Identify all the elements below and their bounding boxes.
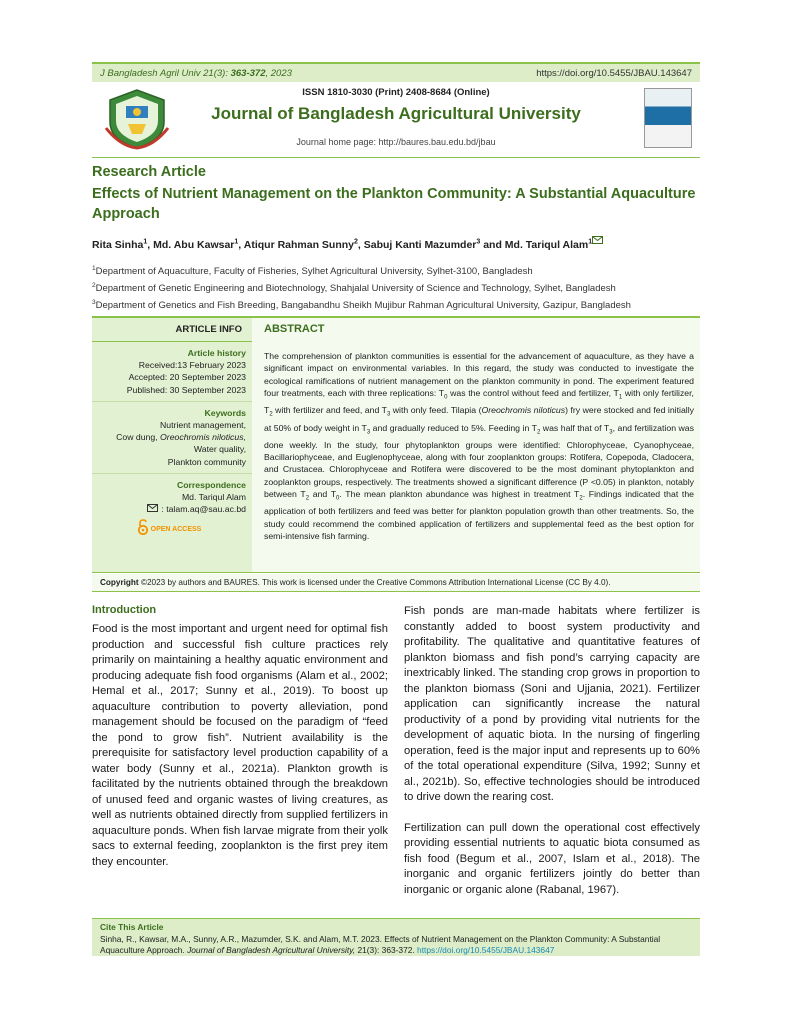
correspondence bbox=[92, 474, 252, 542]
article-info-heading: ARTICLE INFO bbox=[92, 318, 252, 342]
citation-doi-link[interactable]: https://doi.org/10.5455/JBAU.143647 bbox=[417, 945, 555, 955]
keywords bbox=[92, 402, 252, 474]
doi-link[interactable]: https://doi.org/10.5455/JBAU.143647 bbox=[536, 67, 692, 79]
introduction-heading: Introduction bbox=[92, 604, 157, 616]
article-title: Effects of Nutrient Management on the Plankton Community: A Substantial Aquaculture Approach bbox=[92, 186, 696, 222]
journal-reference-bar bbox=[92, 62, 700, 82]
body-paragraph: Food is the most important and urgent need for optimal fish production and successful fish culture practices rely primarily on maintaining a healthy aquatic environment and producing adequate fish food organisms (Alam et al., 2002; Hemal et al., 2017; Sunny et al., 2019). To boost up aquaculture contribution to poverty alleviation, pond management should be focused on the paradigm of “feed the pond to grow fish”. Nutrient availability is the prerequisite for satisfactory level production capability of a water body (Sunny et al., 2021a). Plankton growth is facilitated by the nutrients obtained through the breakdown of unused feed and organic wastes of living creatures, as well as nutrients obtained directly from supplied fertilizers in aquaculture ponds. When fish larvae migrate from their yolk sacs to external feeding, zooplankton is the first prey item they encounter. bbox=[92, 623, 388, 868]
article-info-box bbox=[92, 316, 700, 573]
affiliations bbox=[92, 262, 700, 313]
author-aff: 3 bbox=[476, 238, 481, 246]
abstract-column bbox=[264, 318, 694, 543]
history-title: Article history bbox=[187, 348, 246, 358]
author: Md. Abu Kawsar bbox=[153, 239, 235, 251]
correspondence-name: Md. Tariqul Alam bbox=[181, 492, 246, 503]
journal-cover-icon bbox=[644, 88, 692, 148]
keyword bbox=[92, 431, 246, 443]
aff-num: 2 bbox=[92, 282, 96, 290]
email-icon bbox=[147, 504, 158, 512]
keyword-text: Cow dung, bbox=[116, 432, 161, 443]
published-date: Published: 30 September 2023 bbox=[126, 384, 246, 395]
article-info-column bbox=[92, 318, 252, 572]
accepted-date: Accepted: 20 September 2023 bbox=[128, 372, 246, 383]
received-date: Received:13 February 2023 bbox=[138, 360, 246, 371]
abstract-heading: ABSTRACT bbox=[264, 323, 325, 335]
correspondence-title: Correspondence bbox=[176, 479, 246, 490]
keywords-title: Keywords bbox=[204, 407, 246, 418]
open-access-label: OPEN ACCESS bbox=[150, 526, 202, 534]
copyright-notice bbox=[92, 574, 700, 592]
cite-this-article bbox=[92, 918, 700, 956]
author: Sabuj Kanti Mazumder bbox=[363, 239, 477, 251]
open-access-badge bbox=[92, 515, 246, 536]
email-address[interactable]: talam.aq@sau.ac.bd bbox=[166, 504, 246, 515]
aff-num: 3 bbox=[92, 299, 96, 307]
copyright-text: ©2023 by authors and BAURES. This work is licensed under the Creative Commons Attribution International License (CC By 4.0). bbox=[138, 578, 611, 587]
journal-title: Journal of Bangladesh Agricultural University bbox=[211, 104, 581, 123]
issn: ISSN 1810-3030 (Print) 2408-8684 (Online) bbox=[302, 87, 490, 98]
body-paragraph: Fish ponds are man-made habitats where fertilizer is constantly added to boost system productivity and profitability. The qualitative and quantitative features of plankton biomass and fish pond’s carrying capacity are inextricably linked. The standing crop grows in proportion to the plankton biomass (Soni and Ujjania, 2021). Fertilizer application can significantly increase the natural productivity of a pond by providing vital nutrients for the development of aquatic biota. In the nursing of fingerling operation, feed is the major input and represents up to 60% of the total operational expenditure (Silva, 1992; Sunny et al., 2021b). So, effective technologies should be introduced to drive down the rearing cost. bbox=[404, 605, 700, 803]
copyright-label: Copyright bbox=[100, 578, 139, 587]
masthead bbox=[92, 82, 700, 158]
author-aff: 1 bbox=[234, 238, 239, 246]
citation-text: Sinha, R., Kawsar, M.A., Sunny, A.R., Mazumder, S.K. and Alam, M.T. 2023. Effects of Nutrient Management on the Plankton Community: A Substantial Aquaculture Approach. Journal of Bangladesh Agricultural University, 21(3): 363-372. https://doi.org/10.5455/JBAU.143647 bbox=[100, 933, 661, 955]
aff-text: Department of Genetic Engineering and Biotechnology, Shahjalal University of Science and Technology, Sylhet, Bangladesh bbox=[95, 283, 616, 295]
affiliation bbox=[92, 279, 700, 296]
abstract-text: The comprehension of plankton communities is essential for the advancement of aquaculture, as they have a significant impact on environmental variables. In this regard, the study was conducted to investigate the ecological ramifications of nutrient management on the plankton community in pond. The experiment featured four treatments, each with three replications: $T_0$ was the control without feed and fertilizer, $T_1$ with only fertilizer, $T_2$ with fertilizer and feed, and $T_3$ with only feed. Tilapia (Oreochromis niloticus) fry were stocked and fed initially at 50% of body weight in $T_3$ and gradually reduced to 5%. Feeding in $T_2$ was half that of $T_3$, and fertilization was done weekly. In the study, four phytoplankton groups were identified: Chlorophyceae, Cyanophyceae, Bacillariophyceae, and Euglenophyceae, along with four zooplankton groups: Rotifera, Copepoda, Cladocera, and Crustacea. Chlorophyceae and Rotifera were discovered to be the most dominant phytoplankton and zooplankton groups, respectively. The treatments showed a significant difference (P <0.05) in plankton, notably between $T_2$ and $T_0$. The mean plankton abundance was highest in treatment $T_2$. Findings indicated that the application of both fertilizers and feed was better for plankton population growth than other treatments. So, the study could recommend the combined application of fertilizers and supplemental feed as the best option for semi-intensive fish farming. bbox=[264, 351, 694, 542]
journal-ref-pages: 363-372 bbox=[230, 67, 266, 79]
author: Rita Sinha bbox=[92, 239, 144, 251]
homepage-label: Journal home page: bbox=[296, 137, 379, 147]
body-left-column bbox=[92, 604, 388, 870]
body-paragraph: Fertilization can pull down the operational cost effectively providing essential nutrients to aquatic biota consumed as fish food (Begum et al., 2007, Islam et al., 2018). The inorganic and organic fertilizers jointly do better than inorganic or organic alone (Rabanal, 1967). bbox=[404, 821, 700, 896]
article-type: Research Article bbox=[92, 164, 206, 180]
author-aff: 1 bbox=[588, 238, 593, 246]
email-icon[interactable] bbox=[592, 236, 603, 244]
author-aff: 1 bbox=[143, 238, 148, 246]
aff-num: 1 bbox=[92, 265, 96, 272]
journal-homepage bbox=[92, 137, 700, 147]
author-aff: 2 bbox=[354, 238, 358, 246]
open-access-lock-icon bbox=[137, 519, 149, 535]
aff-text: Department of Aquaculture, Faculty of Fisheries, Sylhet Agricultural University, Sylhet-3100, Bangladesh bbox=[95, 266, 533, 278]
journal-ref-prefix: J Bangladesh Agril Univ 21(3): bbox=[100, 67, 231, 79]
author: Atiqur Rahman Sunny bbox=[243, 239, 355, 251]
homepage-link[interactable]: http://baures.bau.edu.bd/jbau bbox=[378, 137, 496, 147]
author-list: Rita Sinha$^1$, Md. Abu Kawsar$^1$, Atiqur Rahman Sunny$^2$, Sabuj Kanti Mazumder$^3$ and Md. Tariqul Alam$^1$ bbox=[92, 236, 700, 251]
cite-title: Cite This Article bbox=[100, 922, 164, 932]
affiliation bbox=[92, 262, 700, 279]
author: Md. Tariqul Alam bbox=[504, 239, 589, 251]
aff-text: Department of Genetics and Fish Breeding, Bangabandhu Sheikh Mujibur Rahman Agricultural University, Gazipur, Bangladesh bbox=[95, 300, 631, 312]
affiliation bbox=[92, 296, 700, 313]
journal-reference bbox=[100, 68, 292, 79]
keyword: Plankton community bbox=[167, 456, 246, 467]
article-history bbox=[92, 342, 252, 402]
correspondence-email[interactable]: : talam.aq@sau.ac.bd bbox=[92, 503, 246, 515]
keyword-italic: Oreochromis niloticus, bbox=[160, 432, 246, 443]
body-right-column bbox=[404, 604, 700, 898]
journal-ref-year: , 2023 bbox=[265, 67, 292, 79]
keyword: Water quality, bbox=[193, 444, 246, 455]
keyword: Nutrient management, bbox=[160, 420, 246, 431]
